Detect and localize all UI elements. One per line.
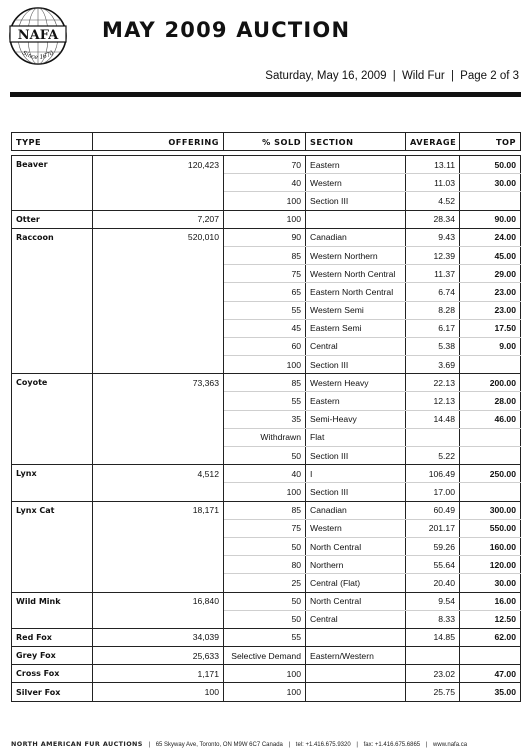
table-row — [12, 556, 521, 574]
offering-cell — [93, 447, 224, 465]
section-cell — [306, 665, 406, 683]
offering-cell — [93, 301, 224, 319]
table-header — [12, 133, 521, 151]
type-cell: Otter — [12, 210, 93, 228]
type-cell — [12, 192, 93, 210]
average-cell: 25.75 — [406, 683, 460, 701]
top-cell — [460, 447, 521, 465]
sold-cell: 100 — [224, 356, 306, 374]
table-row — [12, 501, 521, 519]
top-cell: 28.00 — [460, 392, 521, 410]
table-row — [12, 447, 521, 465]
type-cell — [12, 574, 93, 592]
top-cell: 62.00 — [460, 628, 521, 646]
offering-cell — [93, 410, 224, 428]
average-cell: 23.02 — [406, 665, 460, 683]
average-cell: 4.52 — [406, 192, 460, 210]
table-row — [12, 574, 521, 592]
offering-cell — [93, 265, 224, 283]
offering-cell — [93, 174, 224, 192]
subtitle-separator: | — [450, 70, 454, 82]
section-cell: Western — [306, 174, 406, 192]
average-cell: 9.43 — [406, 228, 460, 246]
section-cell: Eastern/Western — [306, 647, 406, 665]
offering-cell — [93, 519, 224, 537]
page-title: MAY 2009 AUCTION — [102, 18, 351, 42]
subtitle-separator: | — [392, 70, 396, 82]
table-row — [12, 628, 521, 646]
offering-cell — [93, 246, 224, 264]
table-row — [12, 683, 521, 701]
average-cell: 55.64 — [406, 556, 460, 574]
top-cell — [460, 483, 521, 501]
column-header-section: SECTION — [306, 133, 406, 151]
sold-cell: 75 — [224, 265, 306, 283]
average-cell: 5.22 — [406, 447, 460, 465]
section-cell: Eastern Semi — [306, 319, 406, 337]
type-cell: Lynx — [12, 465, 93, 483]
average-cell: 22.13 — [406, 374, 460, 392]
sold-cell: 60 — [224, 337, 306, 355]
section-cell: Section III — [306, 447, 406, 465]
average-cell: 6.17 — [406, 319, 460, 337]
offering-cell — [93, 537, 224, 555]
type-cell — [12, 356, 93, 374]
subtitle — [265, 70, 519, 82]
section-cell: Eastern — [306, 156, 406, 174]
section-cell — [306, 210, 406, 228]
section-cell: Section III — [306, 356, 406, 374]
top-cell: 29.00 — [460, 265, 521, 283]
section-cell: Northern — [306, 556, 406, 574]
type-cell — [12, 610, 93, 628]
type-cell: Wild Mink — [12, 592, 93, 610]
header-rule — [10, 92, 521, 97]
offering-cell — [93, 337, 224, 355]
table-row — [12, 192, 521, 210]
sold-cell: 80 — [224, 556, 306, 574]
table-row — [12, 246, 521, 264]
sold-cell: 45 — [224, 319, 306, 337]
offering-cell: 100 — [93, 683, 224, 701]
section-cell: Eastern — [306, 392, 406, 410]
table-row — [12, 174, 521, 192]
section-cell: Section III — [306, 192, 406, 210]
section-cell: Western — [306, 519, 406, 537]
sold-cell: 70 — [224, 156, 306, 174]
table-row — [12, 356, 521, 374]
type-cell: Grey Fox — [12, 647, 93, 665]
table-row — [12, 483, 521, 501]
offering-cell: 520,010 — [93, 228, 224, 246]
section-cell: North Central — [306, 537, 406, 555]
logo-since-text: Since 1670 — [21, 49, 55, 62]
offering-cell — [93, 392, 224, 410]
table-body — [12, 156, 521, 702]
results-table — [11, 132, 521, 702]
logo-text: NAFA — [17, 28, 59, 43]
offering-cell — [93, 574, 224, 592]
offering-cell: 18,171 — [93, 501, 224, 519]
sold-cell: 50 — [224, 447, 306, 465]
type-cell — [12, 410, 93, 428]
top-cell: 17.50 — [460, 319, 521, 337]
table-row — [12, 265, 521, 283]
section-cell: Western North Central — [306, 265, 406, 283]
average-cell: 8.33 — [406, 610, 460, 628]
type-cell — [12, 428, 93, 446]
average-cell: 5.38 — [406, 337, 460, 355]
top-cell: 9.00 — [460, 337, 521, 355]
offering-cell — [93, 556, 224, 574]
table-row — [12, 519, 521, 537]
section-cell: Semi-Heavy — [306, 410, 406, 428]
footer-tel: tel: +1.416.675.9320 — [295, 742, 351, 748]
offering-cell: 7,207 — [93, 210, 224, 228]
top-cell: 90.00 — [460, 210, 521, 228]
top-cell — [460, 647, 521, 665]
table-row — [12, 537, 521, 555]
sold-cell: 50 — [224, 537, 306, 555]
sold-cell: 100 — [224, 665, 306, 683]
column-header-type: TYPE — [12, 133, 93, 151]
top-cell — [460, 428, 521, 446]
table-row — [12, 665, 521, 683]
sold-cell: 100 — [224, 192, 306, 210]
section-cell: Central — [306, 337, 406, 355]
column-header-average: AVERAGE — [406, 133, 460, 151]
top-cell: 24.00 — [460, 228, 521, 246]
type-cell: Coyote — [12, 374, 93, 392]
type-cell — [12, 337, 93, 355]
table-row — [12, 410, 521, 428]
section-cell: Western Northern — [306, 246, 406, 264]
page-number: Page 2 of 3 — [460, 70, 519, 82]
section-cell: Western Heavy — [306, 374, 406, 392]
footer-company: NORTH AMERICAN FUR AUCTIONS — [11, 740, 143, 748]
average-cell: 12.39 — [406, 246, 460, 264]
type-cell — [12, 537, 93, 555]
average-cell: 6.74 — [406, 283, 460, 301]
sold-cell: 100 — [224, 210, 306, 228]
top-cell: 16.00 — [460, 592, 521, 610]
average-cell: 201.17 — [406, 519, 460, 537]
table-row — [12, 210, 521, 228]
average-cell: 11.03 — [406, 174, 460, 192]
top-cell: 550.00 — [460, 519, 521, 537]
section-cell: Eastern North Central — [306, 283, 406, 301]
type-cell — [12, 301, 93, 319]
sold-cell: 40 — [224, 465, 306, 483]
column-header-offering: OFFERING — [93, 133, 224, 151]
auction-date: Saturday, May 16, 2009 — [265, 70, 387, 82]
top-cell — [460, 356, 521, 374]
average-cell: 106.49 — [406, 465, 460, 483]
section-cell — [306, 683, 406, 701]
footer-web: www.nafa.ca — [433, 742, 468, 748]
offering-cell — [93, 483, 224, 501]
offering-cell: 1,171 — [93, 665, 224, 683]
average-cell: 17.00 — [406, 483, 460, 501]
offering-cell: 34,039 — [93, 628, 224, 646]
average-cell: 59.26 — [406, 537, 460, 555]
type-cell: Beaver — [12, 156, 93, 174]
offering-cell — [93, 319, 224, 337]
offering-cell: 120,423 — [93, 156, 224, 174]
type-cell: Cross Fox — [12, 665, 93, 683]
top-cell: 46.00 — [460, 410, 521, 428]
average-cell: 60.49 — [406, 501, 460, 519]
sold-cell: 90 — [224, 228, 306, 246]
top-cell: 12.50 — [460, 610, 521, 628]
section-cell: Central (Flat) — [306, 574, 406, 592]
section-cell: Canadian — [306, 228, 406, 246]
section-cell — [306, 628, 406, 646]
top-cell: 250.00 — [460, 465, 521, 483]
average-cell: 12.13 — [406, 392, 460, 410]
table-row — [12, 392, 521, 410]
sold-cell: 50 — [224, 610, 306, 628]
section-cell: Flat — [306, 428, 406, 446]
offering-cell — [93, 610, 224, 628]
section-cell: Section III — [306, 483, 406, 501]
sold-cell: 65 — [224, 283, 306, 301]
table-row — [12, 301, 521, 319]
sold-cell: 55 — [224, 392, 306, 410]
top-cell: 45.00 — [460, 246, 521, 264]
sold-cell: 85 — [224, 246, 306, 264]
sold-cell: 85 — [224, 501, 306, 519]
section-cell: I — [306, 465, 406, 483]
sale-name: Wild Fur — [401, 70, 445, 82]
top-cell: 30.00 — [460, 574, 521, 592]
average-cell: 28.34 — [406, 210, 460, 228]
table-row — [12, 319, 521, 337]
top-cell: 300.00 — [460, 501, 521, 519]
offering-cell: 4,512 — [93, 465, 224, 483]
type-cell — [12, 483, 93, 501]
top-cell: 30.00 — [460, 174, 521, 192]
table-row — [12, 610, 521, 628]
type-cell — [12, 246, 93, 264]
table-row — [12, 283, 521, 301]
sold-cell: 55 — [224, 628, 306, 646]
type-cell — [12, 556, 93, 574]
table-row — [12, 156, 521, 174]
average-cell: 14.85 — [406, 628, 460, 646]
average-cell — [406, 428, 460, 446]
column-header-sold: % SOLD — [224, 133, 306, 151]
sold-cell: 55 — [224, 301, 306, 319]
type-cell: Red Fox — [12, 628, 93, 646]
type-cell — [12, 519, 93, 537]
type-cell — [12, 265, 93, 283]
sold-cell: 100 — [224, 683, 306, 701]
footer-address: 65 Skyway Ave, Toronto, ON M9W 6C7 Canada — [155, 742, 283, 748]
sold-cell: 25 — [224, 574, 306, 592]
offering-cell: 73,363 — [93, 374, 224, 392]
sold-cell: 35 — [224, 410, 306, 428]
average-cell: 20.40 — [406, 574, 460, 592]
type-cell — [12, 319, 93, 337]
footer-fax: fax: +1.416.675.6865 — [363, 742, 421, 748]
type-cell — [12, 447, 93, 465]
type-cell — [12, 174, 93, 192]
table-row — [12, 337, 521, 355]
table-row — [12, 228, 521, 246]
type-cell — [12, 283, 93, 301]
top-cell — [460, 192, 521, 210]
sold-cell: 50 — [224, 592, 306, 610]
average-cell — [406, 647, 460, 665]
sold-cell: Selective Demand — [224, 647, 306, 665]
sold-cell: 40 — [224, 174, 306, 192]
average-cell: 14.48 — [406, 410, 460, 428]
top-cell: 47.00 — [460, 665, 521, 683]
top-cell: 35.00 — [460, 683, 521, 701]
top-cell: 120.00 — [460, 556, 521, 574]
top-cell: 50.00 — [460, 156, 521, 174]
top-cell: 23.00 — [460, 283, 521, 301]
average-cell: 3.69 — [406, 356, 460, 374]
offering-cell: 25,633 — [93, 647, 224, 665]
sold-cell: 85 — [224, 374, 306, 392]
column-header-top: TOP — [460, 133, 521, 151]
offering-cell — [93, 356, 224, 374]
average-cell: 8.28 — [406, 301, 460, 319]
section-cell: North Central — [306, 592, 406, 610]
table-row — [12, 465, 521, 483]
top-cell: 23.00 — [460, 301, 521, 319]
type-cell — [12, 392, 93, 410]
nafa-logo — [7, 6, 69, 68]
sold-cell: Withdrawn — [224, 428, 306, 446]
top-cell: 200.00 — [460, 374, 521, 392]
average-cell: 11.37 — [406, 265, 460, 283]
average-cell: 13.11 — [406, 156, 460, 174]
table-row — [12, 592, 521, 610]
type-cell: Silver Fox — [12, 683, 93, 701]
average-cell: 9.54 — [406, 592, 460, 610]
table-row — [12, 647, 521, 665]
section-cell: Canadian — [306, 501, 406, 519]
offering-cell — [93, 192, 224, 210]
section-cell: Western Semi — [306, 301, 406, 319]
footer: NORTH AMERICAN FUR AUCTIONS | 65 Skyway Ave, Toronto, ON M9W 6C7 Canada | tel: +1.416.675.9320 | fax: +1.416.675.6865 | www.nafa.ca — [11, 740, 468, 748]
section-cell: Central — [306, 610, 406, 628]
offering-cell: 16,840 — [93, 592, 224, 610]
offering-cell — [93, 428, 224, 446]
table-row — [12, 428, 521, 446]
sold-cell: 75 — [224, 519, 306, 537]
offering-cell — [93, 283, 224, 301]
top-cell: 160.00 — [460, 537, 521, 555]
table-row — [12, 374, 521, 392]
sold-cell: 100 — [224, 483, 306, 501]
type-cell: Lynx Cat — [12, 501, 93, 519]
type-cell: Raccoon — [12, 228, 93, 246]
